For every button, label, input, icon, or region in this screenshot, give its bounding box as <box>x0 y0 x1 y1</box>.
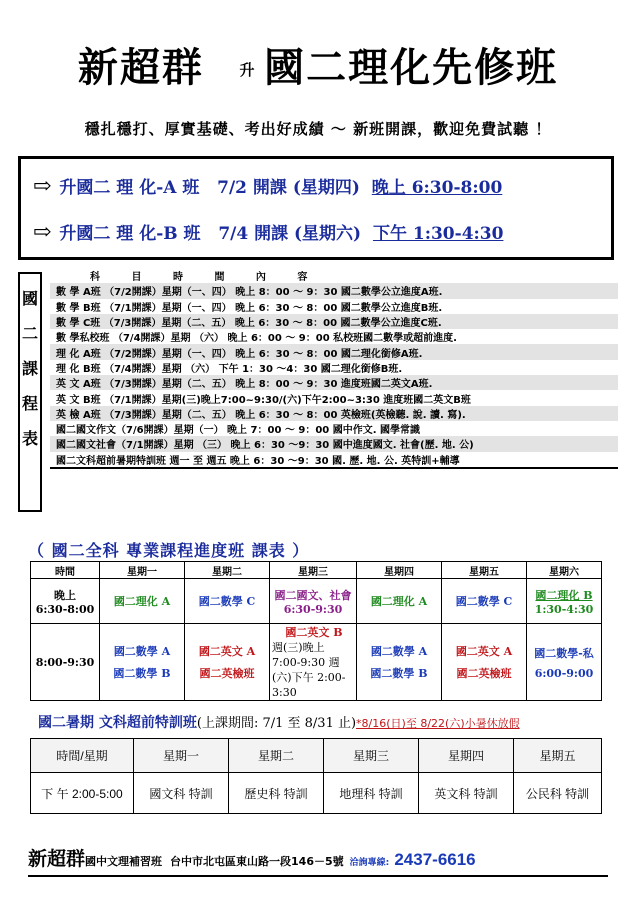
course-title: 國二理化先修班 <box>264 44 559 91</box>
schedule-row: 數 學 B班 （7/1開課）星期（一、四） 晚上 6：30 ～ 8：00 國二數學公立進度B班. <box>56 302 443 314</box>
cell-course: 國二數學 B <box>113 667 171 680</box>
weekly-header: 星期四 <box>357 562 442 579</box>
side-char: 二 <box>21 324 38 343</box>
class-line-a <box>33 173 502 199</box>
footer <box>28 844 608 877</box>
cell-sat <box>527 624 602 701</box>
cell-course: 國二數學 B <box>370 667 428 680</box>
page-title <box>0 36 636 93</box>
footer-hotline-label: 洽詢專線: <box>349 858 390 868</box>
schedule-row: 數 學 C班 （7/3開課）星期（二、五） 晚上 6：30 ～ 8：00 國二數學公立進度C班. <box>50 314 618 329</box>
camp-header: 星期一 <box>134 739 229 773</box>
schedule-row: 理 化 A班 （7/2開課）星期（一、四） 晚上 6：30 ～ 8：00 國二理化銜修A班. <box>50 344 618 359</box>
side-char: 表 <box>21 429 38 448</box>
footer-address: 台中市北屯區東山路一段146－5號 <box>170 855 344 868</box>
schedule-row: 數 學私校班 （7/4開課）星期 （六） 晚上 6：00 ～ 9：00 私校班國二數學或超前進度. <box>56 333 457 345</box>
arrow-right-icon: ⇨ <box>33 219 52 245</box>
class-start: 7/4 開課 (星期六) <box>218 224 362 244</box>
cell-course: 國二英文 A <box>198 645 256 658</box>
title-sup: 升 <box>239 61 255 79</box>
cell-wed <box>270 624 357 701</box>
cell-mon: 國二理化 A <box>100 579 185 624</box>
schedule-row: 英 文 A班 （7/3開課）星期（二、五） 晚上 8：00 ～ 9：30 進度班國二英文A班. <box>50 375 618 390</box>
schedule-row: 國二國文作文（7/6開課）星期（一） 晚上 7：00 ～ 9：00 國中作文. 國學常識 <box>56 425 421 437</box>
weekly-header: 時間 <box>31 562 100 579</box>
weekly-header: 星期二 <box>185 562 270 579</box>
cell-course: 國二數學 A <box>113 645 171 658</box>
class-box <box>18 156 614 260</box>
camp-title <box>38 712 520 732</box>
schedule-row: 國二文科超前暑期特訓班 週一 至 週五 晚上 6：30 ～9：30 國. 歷. 地. 公. 英特訓+輔導 <box>56 455 460 467</box>
weekly-header: 星期六 <box>527 562 602 579</box>
cell-tue: 國二數學 C <box>185 579 270 624</box>
weekly-header: 星期五 <box>442 562 527 579</box>
camp-header: 時間/星期 <box>31 739 134 773</box>
cell-thu: 國二理化 A <box>357 579 442 624</box>
camp-name: 國二暑期 文科超前特訓班 <box>38 715 197 731</box>
cell-course: 國二國文、社會 <box>274 588 352 602</box>
weekly-title: （ 國二全科 專業課程進度班 課表 ） <box>28 541 310 560</box>
side-char: 國 <box>21 289 38 308</box>
schedule-row: 英 檢 A班 （7/3開課）星期（二、五） 晚上 6：30 ～ 8：00 英檢班(英檢聽. 說. 讀. 寫). <box>50 406 618 421</box>
camp-note: *8/16(日)至 8/22(六)小暑休放假 <box>356 717 520 730</box>
course-schedule-table <box>50 268 618 469</box>
class-name: 升國二 理 化-B 班 <box>59 224 201 244</box>
camp-cell: 公民科 特訓 <box>514 773 602 814</box>
class-line-b <box>33 219 503 245</box>
cell-time: 1:30-4:30 <box>534 602 594 616</box>
camp-header: 星期三 <box>324 739 419 773</box>
time-label: 晚上 <box>54 588 76 602</box>
class-time: 晚上 6:30-8:00 <box>371 178 503 198</box>
schedule-row: 國二國文社會（7/1開課）星期 （三） 晚上 6：30 ～9：30 國中進度國文. 社會(歷. 地. 公) <box>50 436 618 451</box>
camp-cell: 國文科 特訓 <box>134 773 229 814</box>
weekly-header: 星期三 <box>270 562 357 579</box>
cell-sat <box>527 579 602 624</box>
cell-course: 國二英文 A <box>455 645 513 658</box>
cell-course: 國二英文 B <box>285 626 343 639</box>
slogan: 穩扎穩打、厚實基礎、考出好成績 ～ 新班開課，歡迎免費試聽 ！ <box>84 120 552 138</box>
footer-brand: 新超群 <box>28 848 86 870</box>
class-time: 下午 1:30-4:30 <box>372 224 504 244</box>
cell-time: 6:00-9:00 <box>534 666 594 680</box>
schedule-side-label <box>18 272 42 512</box>
arrow-right-icon: ⇨ <box>33 173 52 199</box>
class-name: 升國二 理 化-A 班 <box>59 178 200 198</box>
schedule-row: 英 文 B班 （7/1開課）星期(三)晚上7:00~9:30/(六)下午2:00~3:30 進度班國二英文B班 <box>56 394 471 406</box>
cell-course: 國二英檢班 <box>199 667 255 680</box>
cell-course: 國二數學-私 <box>534 646 594 660</box>
cell-mon <box>100 624 185 701</box>
time-cell <box>31 579 100 624</box>
side-char: 程 <box>21 394 38 413</box>
weekly-timetable <box>30 561 602 701</box>
camp-timetable <box>30 738 602 814</box>
cell-course: 國二理化 B <box>535 588 593 602</box>
cell-tue <box>185 624 270 701</box>
camp-cell: 下 午 2:00-5:00 <box>31 773 134 814</box>
camp-cell: 地理科 特訓 <box>324 773 419 814</box>
brand-name: 新超群 <box>77 44 204 91</box>
cell-course: 國二數學 A <box>370 645 428 658</box>
camp-header: 星期五 <box>514 739 602 773</box>
schedule-row: 理 化 B班 （7/4開課）星期 （六） 下午 1：30 ～4：30 國二理化銜修B班. <box>56 363 403 375</box>
camp-header: 星期四 <box>419 739 514 773</box>
time-range: 6:30-8:00 <box>35 602 95 616</box>
side-char: 課 <box>21 359 38 378</box>
footer-sub: 國中文理補習班 <box>85 855 163 868</box>
camp-cell: 英文科 特訓 <box>419 773 514 814</box>
schedule-header: 科 目 時 間 內 容 <box>50 268 618 283</box>
footer-phone: 2437-6616 <box>394 850 476 869</box>
cell-thu <box>357 624 442 701</box>
cell-course: 國二英檢班 <box>456 667 512 680</box>
camp-cell: 歷史科 特訓 <box>229 773 324 814</box>
cell-time: 週(三)晚上 7:00-9:30 週(六)下午 2:00-3:30 <box>272 641 346 699</box>
cell-time: 6:30-9:30 <box>283 602 343 616</box>
cell-fri <box>442 624 527 701</box>
cell-fri: 國二數學 C <box>442 579 527 624</box>
weekly-header: 星期一 <box>100 562 185 579</box>
class-start: 7/2 開課 (星期四) <box>217 178 360 198</box>
cell-wed <box>270 579 357 624</box>
camp-period: (上課期間: 7/1 至 8/31 止) <box>196 716 357 731</box>
camp-header: 星期二 <box>229 739 324 773</box>
time-cell: 8:00-9:30 <box>31 624 100 701</box>
schedule-row: 數 學 A班 （7/2開課）星期（一、四） 晚上 8：00 ～ 9：30 國二數學公立進度A班. <box>50 283 618 298</box>
